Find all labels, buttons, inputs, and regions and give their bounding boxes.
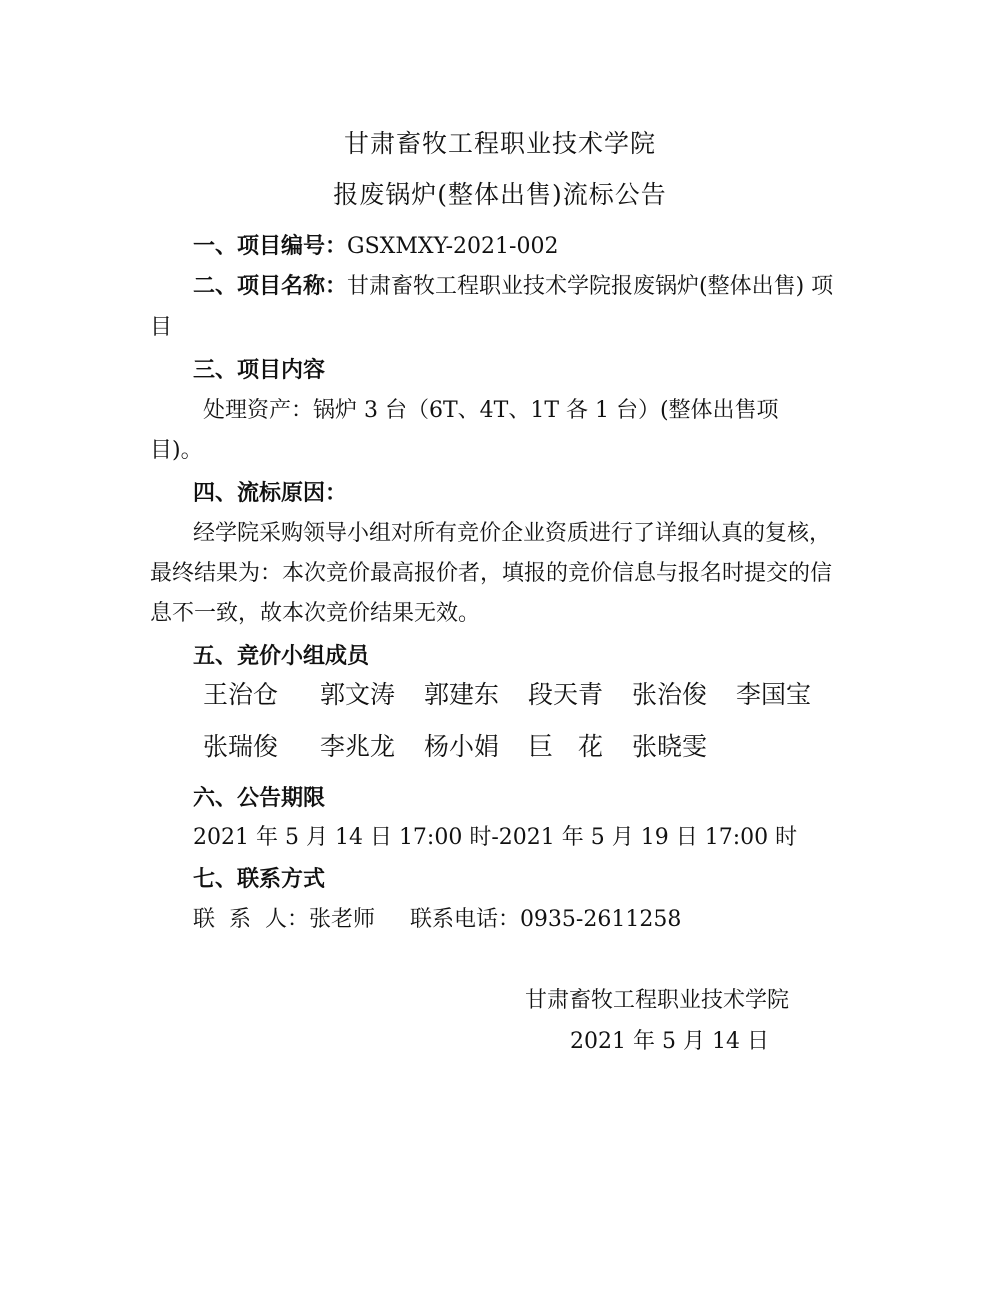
reason-line-2: 最终结果为：本次竞价最高报价者，填报的竞价信息与报名时提交的信: [150, 561, 833, 586]
member-name: 张治俊: [632, 680, 708, 709]
reason-line-3: 息不一致，故本次竞价结果无效。: [150, 601, 481, 626]
document-subtitle: 报废锅炉(整体出售)流标公告: [333, 180, 667, 209]
footer-date: 2021 年 5 月 14 日: [570, 1029, 769, 1054]
reason-line-1: 经学院采购领导小组对所有竞价企业资质进行了详细认真的复核，: [193, 521, 832, 546]
contact-info: 联 系 人：张老师 联系电话：0935-2611258: [193, 907, 682, 932]
section-heading-reason: 四、流标原因：: [193, 480, 348, 506]
member-name: 张晓雯: [632, 732, 708, 761]
section-heading-members: 五、竞价小组成员: [193, 643, 370, 669]
section-project-name: [193, 272, 833, 301]
section-label: 二、项目名称：: [193, 273, 348, 299]
member-name: 郭文涛: [320, 680, 396, 709]
project-name-value: 甘肃畜牧工程职业技术学院报废锅炉(整体出售) 项: [347, 274, 834, 299]
member-name: 王治仓: [203, 680, 279, 709]
section-heading-period: 六、公告期限: [193, 785, 326, 811]
section-heading-content: 三、项目内容: [193, 357, 326, 383]
member-name: 巨 花: [528, 732, 604, 761]
section-label: 一、项目编号：: [193, 233, 348, 259]
member-name: 郭建东: [424, 680, 500, 709]
section-heading-contact: 七、联系方式: [193, 866, 326, 892]
document-title: 甘肃畜牧工程职业技术学院: [343, 129, 656, 158]
project-name-continuation: 目: [150, 315, 173, 340]
member-name: 李兆龙: [320, 732, 396, 761]
content-line-1: 处理资产：锅炉 3 台（6T、4T、1T 各 1 台）(整体出售项: [203, 398, 779, 423]
announcement-period: 2021 年 5 月 14 日 17:00 时-2021 年 5 月 19 日 17:00 时: [193, 825, 798, 850]
member-name: 张瑞俊: [203, 732, 279, 761]
member-name: 段天青: [528, 680, 604, 709]
section-project-number: [193, 232, 558, 261]
member-name: 杨小娟: [424, 732, 500, 761]
content-line-2: 目)。: [150, 438, 203, 463]
member-name: 李国宝: [736, 680, 812, 709]
footer-organization: 甘肃畜牧工程职业技术学院: [525, 988, 790, 1013]
project-number-value: GSXMXY-2021-002: [347, 234, 559, 259]
